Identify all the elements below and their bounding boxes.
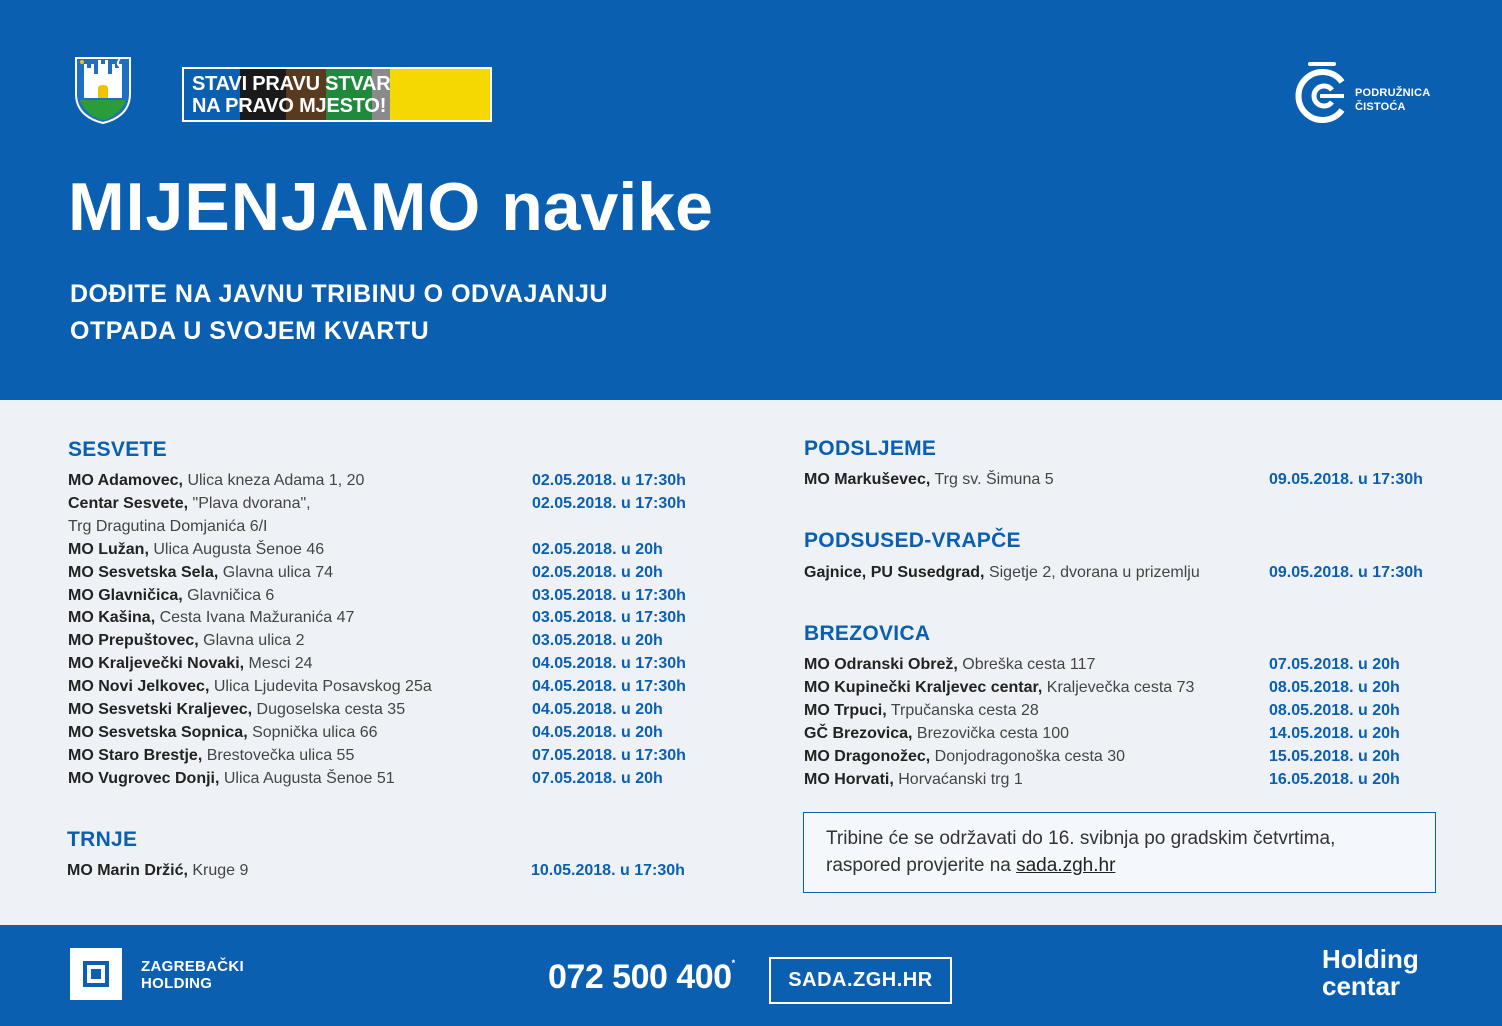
location-name: MO Marin Držić, xyxy=(67,862,188,879)
location-address: Glavna ulica 2 xyxy=(198,632,305,650)
event-date: 04.05.2018. u 17:30h xyxy=(532,678,686,696)
location-address: Horvaćanski trg 1 xyxy=(893,770,1023,788)
schedule-row xyxy=(68,515,268,538)
schedule-row xyxy=(68,469,364,492)
event-date: 08.05.2018. u 20h xyxy=(1269,701,1400,719)
location-address: Donjodragonoška cesta 30 xyxy=(930,747,1126,765)
location-address: Trg Dragutina Domjanića 6/I xyxy=(68,517,268,535)
title-upper: MIJENJAMO xyxy=(68,169,482,245)
location-name: MO Kašina, xyxy=(68,609,156,627)
info-note-box xyxy=(803,812,1436,893)
page-subtitle: DOĐITE NA JAVNU TRIBINU O ODVAJANJU OTPADA U SVOJEM KVARTU xyxy=(70,280,608,345)
schedule-row xyxy=(804,468,1054,491)
cistoca-logo-icon xyxy=(1294,60,1350,124)
location-address: Kraljevečka cesta 73 xyxy=(1042,678,1195,696)
schedule-row xyxy=(804,745,1125,768)
schedule-row xyxy=(68,744,354,767)
location-address: Mesci 24 xyxy=(244,655,313,673)
location-name: MO Odranski Obrež, xyxy=(804,656,958,673)
location-name: MO Sesvetska Sela, xyxy=(68,563,219,581)
title-lower: navike xyxy=(501,169,713,245)
location-address: Sopnička ulica 66 xyxy=(247,723,378,741)
location-name: MO Vugrovec Donji, xyxy=(68,769,220,787)
section-title-podsljeme: PODSLJEME xyxy=(804,437,937,460)
event-date: 02.05.2018. u 20h xyxy=(532,540,663,558)
section-title-podsused: PODSUSED-VRAPČE xyxy=(804,529,1021,552)
slogan-line-2: NA PRAVO MJESTO! xyxy=(192,95,387,117)
location-address: Dugoselska cesta 35 xyxy=(252,701,406,718)
location-address: Cesta Ivana Mažuranića 47 xyxy=(155,609,355,627)
event-date: 02.05.2018. u 20h xyxy=(532,563,663,581)
schedule-row xyxy=(68,698,405,721)
page-title xyxy=(68,168,713,246)
schedule-row xyxy=(804,722,1069,745)
schedule-row xyxy=(804,653,1095,676)
schedule-row xyxy=(804,561,1200,584)
location-name: MO Novi Jelkovec, xyxy=(68,678,210,696)
note-line-1: Tribine će se održavati do 16. svibnja po gradskim četvrtima, xyxy=(826,828,1336,849)
location-name: Gajnice, PU Susedgrad, xyxy=(804,564,985,581)
location-address: Obreška cesta 117 xyxy=(957,656,1096,673)
schedule-row xyxy=(804,699,1039,722)
schedule-row xyxy=(68,767,395,790)
schedule-row xyxy=(68,675,432,698)
location-address: "Plava dvorana", xyxy=(188,494,311,512)
location-address: Brestovečka ulica 55 xyxy=(202,746,355,764)
event-date: 14.05.2018. u 20h xyxy=(1269,724,1400,742)
event-date: 10.05.2018. u 17:30h xyxy=(531,862,685,879)
location-name: MO Kupinečki Kraljevec centar, xyxy=(804,678,1043,696)
note-line-2: raspored provjerite na sada.zgh.hr xyxy=(826,855,1116,876)
event-date: 16.05.2018. u 20h xyxy=(1269,770,1400,788)
website-link[interactable]: sada.zgh.hr xyxy=(1016,855,1116,876)
zagrebacki-holding-label: ZAGREBAČKI HOLDING xyxy=(141,958,244,992)
location-address: Ulica Augusta Šenoe 51 xyxy=(219,769,395,787)
location-address: Trg sv. Šimuna 5 xyxy=(930,471,1054,488)
website-button[interactable]: SADA.ZGH.HR xyxy=(769,957,952,1004)
event-date: 04.05.2018. u 17:30h xyxy=(532,655,686,673)
location-name: MO Glavničica, xyxy=(68,586,183,604)
location-address: Sigetje 2, dvorana u prizemlju xyxy=(984,564,1200,581)
location-address: Ulica Augusta Šenoe 46 xyxy=(148,540,325,558)
event-date: 04.05.2018. u 20h xyxy=(532,723,663,741)
location-address: Trpučanska cesta 28 xyxy=(886,701,1039,719)
location-address: Brezovička cesta 100 xyxy=(912,724,1070,742)
location-name: MO Sesvetska Sopnica, xyxy=(68,723,248,741)
holding-centar-logo: Holding centar xyxy=(1322,944,1419,1001)
schedule-row xyxy=(68,652,313,675)
location-name: MO Staro Brestje, xyxy=(68,746,203,764)
location-name: MO Kraljevečki Novaki, xyxy=(68,655,245,673)
location-name: Centar Sesvete, xyxy=(68,494,189,512)
location-name: MO Prepuštovec, xyxy=(68,632,199,650)
event-date: 02.05.2018. u 17:30h xyxy=(532,494,686,512)
section-title-trnje: TRNJE xyxy=(67,828,138,851)
schedule-row xyxy=(804,676,1194,699)
location-address: Ulica kneza Adama 1, 20 xyxy=(183,472,365,489)
event-date: 02.05.2018. u 17:30h xyxy=(532,472,686,489)
event-date: 07.05.2018. u 20h xyxy=(532,769,663,787)
event-date: 07.05.2018. u 17:30h xyxy=(532,746,686,764)
location-name: MO Dragonožec, xyxy=(804,747,931,765)
event-date: 15.05.2018. u 20h xyxy=(1269,747,1400,765)
slogan-badge xyxy=(182,67,492,122)
event-date: 03.05.2018. u 20h xyxy=(532,632,663,650)
cistoca-label: PODRUŽNICA ČISTOĆA xyxy=(1355,87,1431,113)
location-name: MO Markuševec, xyxy=(804,471,931,488)
schedule-row xyxy=(68,538,324,561)
location-address: Kruge 9 xyxy=(187,862,249,879)
location-address: Ulica Ljudevita Posavskog 25a xyxy=(209,678,432,696)
event-date: 08.05.2018. u 20h xyxy=(1269,678,1400,696)
phone-number[interactable]: 072 500 400* xyxy=(548,958,735,996)
event-date: 03.05.2018. u 17:30h xyxy=(532,609,686,627)
location-address: Glavničica 6 xyxy=(182,586,275,604)
schedule-row xyxy=(68,629,305,652)
location-name: MO Lužan, xyxy=(68,540,149,558)
zagrebacki-holding-logo-icon xyxy=(70,948,122,1000)
location-name: MO Horvati, xyxy=(804,770,894,788)
event-date: 04.05.2018. u 20h xyxy=(532,701,663,718)
schedule-row xyxy=(68,606,354,629)
location-name: MO Adamovec, xyxy=(68,472,183,489)
slogan-line-1: STAVI PRAVU STVAR xyxy=(192,73,391,95)
schedule-row xyxy=(68,584,274,607)
location-name: MO Sesvetski Kraljevec, xyxy=(68,701,253,718)
section-title-brezovica: BREZOVICA xyxy=(804,622,931,645)
event-date: 09.05.2018. u 17:30h xyxy=(1269,471,1423,488)
schedule-row xyxy=(68,721,378,744)
schedule-row xyxy=(804,768,1023,791)
location-name: GČ Brezovica, xyxy=(804,724,913,742)
schedule-row xyxy=(68,561,333,584)
schedule-row xyxy=(67,859,248,882)
location-name: MO Trpuci, xyxy=(804,701,887,719)
schedule-row xyxy=(68,492,311,515)
zagreb-crest-logo xyxy=(72,54,134,124)
event-date: 07.05.2018. u 20h xyxy=(1269,656,1400,673)
location-address: Glavna ulica 74 xyxy=(218,563,334,581)
section-title-sesvete: SESVETE xyxy=(68,438,167,461)
event-date: 09.05.2018. u 17:30h xyxy=(1269,564,1423,581)
event-date: 03.05.2018. u 17:30h xyxy=(532,586,686,604)
